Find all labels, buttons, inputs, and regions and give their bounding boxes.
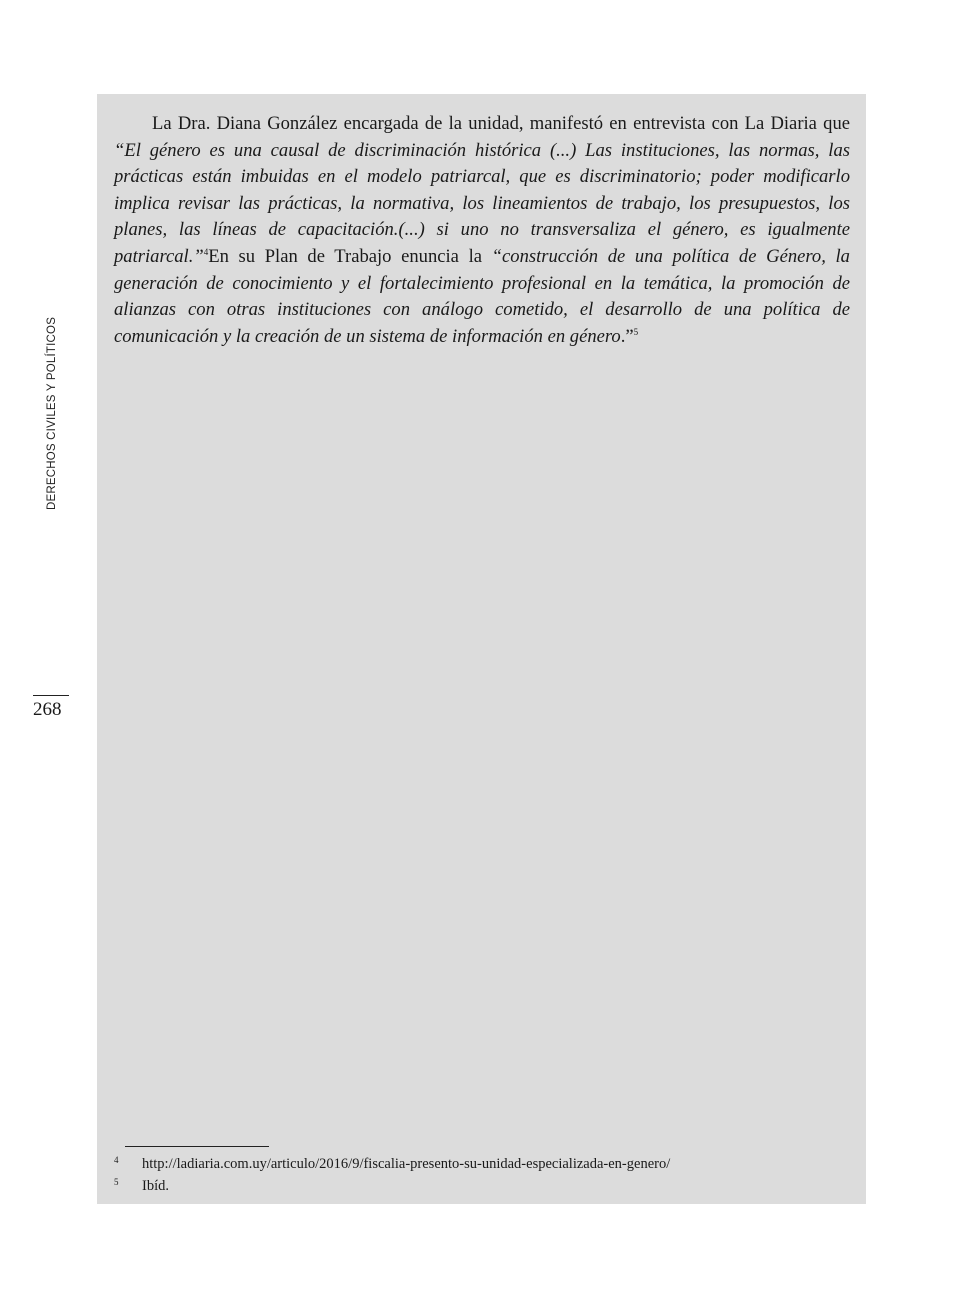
paragraph-run-2: En su Plan de Trabajo enuncia la [208,245,492,267]
footnote-ref-5[interactable]: 5 [633,326,639,337]
page-number: 268 [33,699,62,720]
quote-2: “construcción de una política de Género, la generación de conocimiento y el fortalecimiento profesional en la temática, la promoción de alianzas con otras instituciones con análogo cometido, el desarrollo de una política de comunicación y la creación de un sistema de información en género [114,245,850,347]
quote-1: “El género es una causal de discriminación histórica (...) Las instituciones, las normas, las prácticas están imbuidas en el modelo patriarcal, que es discriminatorio; poder modificarlo implica revisar las prácticas, la normativa, los lineamientos de trabajo, los presupuestos, los planes, las líneas de capacitación.(...) si uno no transversaliza el género, es igualmente patriarcal.” [114,139,850,267]
running-header-vertical: DERECHOS CIVILES Y POLÍTICOS [46,316,58,510]
footnote-text: Ibíd. [142,1178,169,1194]
footnote-separator [125,1146,269,1147]
footnote-mark: 5 [114,1177,119,1187]
body-paragraph [114,111,850,350]
footnote-link[interactable]: http://ladiaria.com.uy/articulo/2016/9/fiscalia-presento-su-unidad-especializada-en-genero/ [142,1156,671,1172]
page-number-rule [33,695,69,696]
paragraph-run-3: .” [620,325,634,347]
content-panel [97,94,866,1204]
footnote-ref-4[interactable]: 4 [203,246,209,257]
footnote-mark: 4 [114,1155,119,1165]
paragraph-run-1: La Dra. Diana González encargada de la unidad, manifestó en entrevista con La Diaria que [152,113,850,134]
